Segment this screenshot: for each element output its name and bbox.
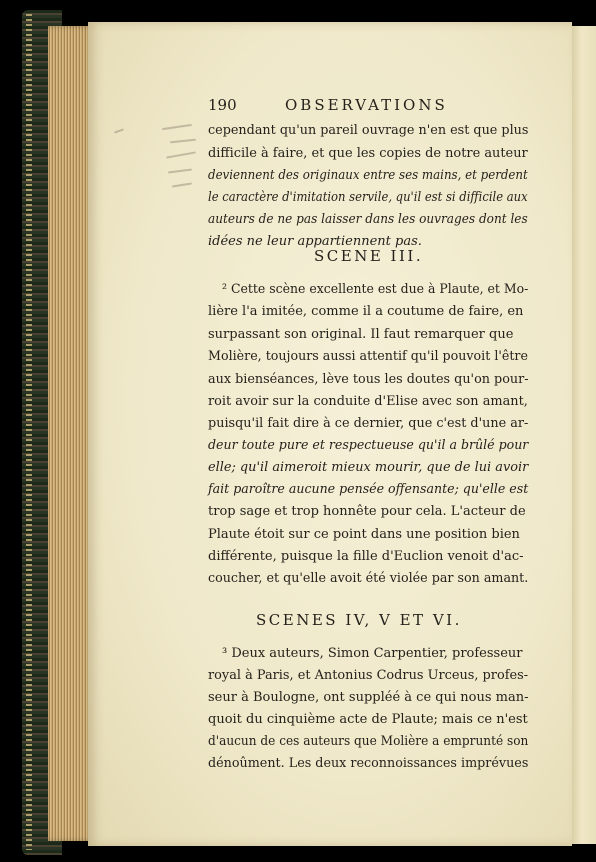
text-line: trop sage et trop honnête pour cela. L'acteur de <box>208 504 526 519</box>
text-line: difficile à faire, et que les copies de notre auteur <box>208 146 528 161</box>
text-line: roit avoir sur la conduite d'Elise avec son amant, <box>208 394 528 409</box>
text-line: idées ne leur appartiennent pas. <box>208 234 422 249</box>
text-line: ² Cette scène excellente est due à Plaute, et Mo- <box>222 282 529 297</box>
section-heading: SCENE III. <box>314 247 424 265</box>
text-line: royal à Paris, et Antonius Codrus Urceus, profes- <box>208 668 529 683</box>
text-line: fait paroître aucune pensée offensante; qu'elle est <box>208 482 529 497</box>
binding-decoration <box>26 14 32 850</box>
text-line: d'aucun de ces auteurs que Molière a emprunté son <box>208 734 529 749</box>
text-line: quoit du cinquième acte de Plaute; mais ce n'est <box>208 712 528 727</box>
text-line: dénoûment. Les deux reconnoissances imprévues <box>208 756 529 771</box>
text-line: lière l'a imitée, comme il a coutume de faire, en <box>208 304 524 319</box>
text-line: ³ Deux auteurs, Simon Carpentier, professeur <box>222 646 523 661</box>
text-line: puisqu'il fait dire à ce dernier, que c'est d'une ar- <box>208 416 529 431</box>
text-line: deur toute pure et respectueuse qu'il a brûlé pour <box>208 438 529 453</box>
text-line: Plaute étoit sur ce point dans une position bien <box>208 527 520 542</box>
text-line: elle; qu'il aimeroit mieux mourir, que de lui avoir <box>208 460 529 475</box>
running-title: OBSERVATIONS <box>285 96 448 114</box>
text-line: aux bienséances, lève tous les doutes qu'on pour- <box>208 372 529 387</box>
pencil-marginalia <box>110 118 200 218</box>
section-heading: SCENES IV, V ET VI. <box>256 611 462 629</box>
text-line: deviennent des originaux entre ses mains, et perdent <box>208 168 528 183</box>
facing-page-edge <box>572 26 596 844</box>
text-line: seur à Boulogne, ont suppléé à ce qui nous man- <box>208 690 529 705</box>
page-number: 190 <box>208 96 237 114</box>
text-line: cependant qu'un pareil ouvrage n'en est que plus <box>208 123 529 138</box>
text-line: différente, puisque la fille d'Euclion venoit d'ac- <box>208 549 524 564</box>
text-line: auteurs de ne pas laisser dans les ouvrages dont les <box>208 212 528 227</box>
text-line: coucher, et qu'elle avoit été violée par son amant. <box>208 571 529 586</box>
text-line: surpassant son original. Il faut remarquer que <box>208 327 514 342</box>
text-line: le caractère d'imitation servile, qu'il est si difficile aux <box>208 190 528 205</box>
text-line: Molière, toujours aussi attentif qu'il pouvoit l'être <box>208 349 528 364</box>
